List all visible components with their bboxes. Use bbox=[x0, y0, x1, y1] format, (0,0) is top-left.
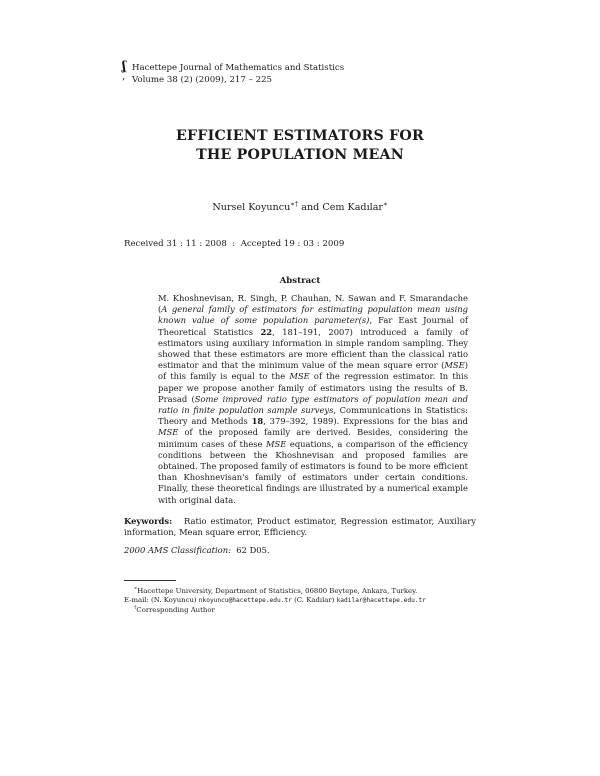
abstract-heading: Abstract bbox=[279, 276, 321, 286]
abstract-body bbox=[158, 293, 468, 506]
keywords-label: Keywords: bbox=[124, 516, 173, 526]
abstract-volume: 18 bbox=[251, 416, 264, 427]
abstract-text: , 181–191, 2007) introduced a family of estimators using auxiliary information in simple random sampling. They showed that these estimators are more efficient than the classical ratio estimator and that the minimum value of the mean square error ( bbox=[158, 326, 469, 371]
journal-logo-icon: ʆ bbox=[122, 59, 126, 73]
abstract-text: , 379–392, 1989). Expressions for the bias and bbox=[263, 416, 468, 427]
footnote-email bbox=[124, 596, 484, 605]
abstract-cited-title: Some improved ratio type estimators of population mean and ratio in finite population sample surveys bbox=[158, 393, 468, 416]
email-link[interactable]: nkoyuncu@hacettepe.edu.tr bbox=[198, 597, 292, 605]
author-1: Nursel Koyuncu bbox=[212, 202, 291, 213]
author-2-marks: ∗ bbox=[383, 199, 388, 208]
footnote-mark: ∗ bbox=[134, 586, 138, 592]
abstract-text: , Communications in Statistics: Theory and Methods bbox=[158, 405, 468, 427]
abstract-text: equations, a comparison of the efficiency conditions between the Khoshnevisan and proposed families are obtained. The proposed family of estimators is found to be more efficient than Khoshnevisan's family of estimators under certain conditions. Finally, these theoretical findings are illustrated by a numerical example with original data. bbox=[158, 438, 468, 505]
abstract-paragraph bbox=[158, 293, 468, 506]
footnote-text: (C. Kadılar) bbox=[291, 596, 337, 605]
email-link[interactable]: kadilar@hacettepe.edu.tr bbox=[336, 597, 426, 605]
journal-logo-tail-icon: , bbox=[122, 71, 126, 82]
received-dates: Received 31 : 11 : 2008 : Accepted 19 : 03 : 2009 bbox=[124, 239, 345, 249]
title-line-1: EFFICIENT ESTIMATORS FOR bbox=[176, 128, 424, 144]
footnote-rule bbox=[124, 580, 176, 581]
abstract-text: , Far East Journal of Theoretical Statistics bbox=[158, 315, 468, 337]
footnote-mark: † bbox=[134, 605, 137, 611]
abstract-text: of the regression estimator. In this paper we propose another family of estimators using the results of B. Prasad ( bbox=[158, 371, 468, 404]
journal-volume: Volume 38 (2) (2009), 217 – 225 bbox=[132, 75, 273, 85]
abstract-term: MSE bbox=[158, 427, 179, 438]
abstract-volume: 22 bbox=[260, 326, 273, 337]
abstract-term: MSE bbox=[289, 371, 310, 382]
footnote-text: E-mail: (N. Koyuncu) bbox=[124, 596, 199, 605]
title-line-2: THE POPULATION MEAN bbox=[196, 147, 404, 163]
abstract-text: M. Khoshnevisan, R. Singh, P. Chauhan, N. Sawan and F. Smarandache ( bbox=[158, 293, 468, 315]
ams-classification bbox=[124, 545, 270, 555]
author-connector: and bbox=[298, 202, 323, 213]
author-1-marks: ∗† bbox=[290, 199, 299, 208]
ams-label: 2000 AMS Classification: bbox=[124, 545, 231, 555]
footnotes bbox=[124, 587, 484, 615]
abstract-cited-title: A general family of estimators for estimating population mean using known value of some population parameter(s) bbox=[158, 304, 468, 326]
footnote-text: Corresponding Author bbox=[136, 605, 215, 614]
abstract-text: of the proposed family are derived. Besides, considering the minimum cases of these bbox=[158, 427, 468, 449]
keywords-text: Ratio estimator, Product estimator, Regression estimator, Auxiliary information, Mean square error, Efficiency. bbox=[124, 516, 476, 538]
abstract-term: MSE bbox=[266, 438, 287, 449]
journal-name: Hacettepe Journal of Mathematics and Statistics bbox=[132, 63, 345, 73]
paper-title bbox=[0, 127, 600, 165]
abstract-text: ) of this family is equal to the bbox=[158, 360, 468, 382]
abstract-term: MSE bbox=[444, 360, 465, 371]
footnote-affiliation bbox=[124, 587, 484, 596]
footnote-corresponding bbox=[124, 606, 484, 615]
keywords bbox=[124, 516, 476, 538]
authors bbox=[0, 199, 600, 213]
ams-code: 62 D05. bbox=[236, 545, 270, 555]
author-2: Cem Kadılar bbox=[322, 202, 384, 213]
journal-header bbox=[132, 62, 344, 86]
footnote-text: Hacettepe University, Department of Statistics, 06800 Beytepe, Ankara, Turkey. bbox=[137, 587, 418, 595]
